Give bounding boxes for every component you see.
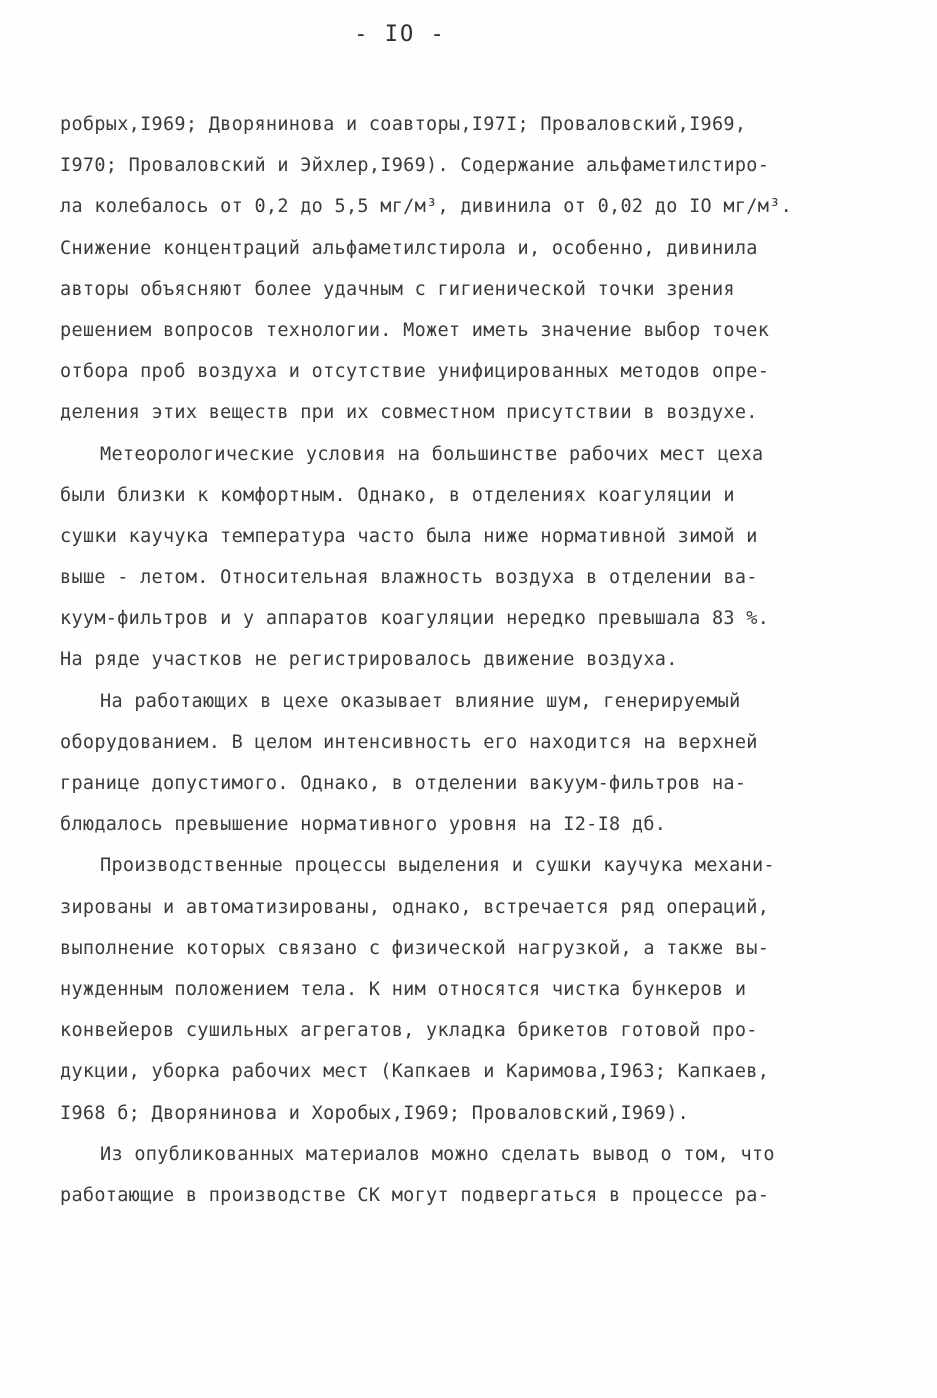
text-line: робрых,I969; Дворянинова и соавторы,I97I; Проваловский,I969, [60, 114, 747, 135]
text-line: На ряде участков не регистрировалось движение воздуха. [60, 649, 678, 671]
text-line: авторы объясняют более удачным с гигиенической точки зрения [60, 278, 735, 300]
text-line: I968 б; Дворянинова и Хоробых,I969; Проваловский,I969). [60, 1102, 690, 1124]
text-line: Метеорологические условия на большинстве рабочих мест цеха [100, 443, 764, 465]
text-line: решением вопросов технологии. Может иметь значение выбор точек [60, 319, 770, 341]
text-line: Снижение концентраций альфаметилстирола и, особенно, дивинила [60, 237, 758, 259]
text-line: Из опубликованных материалов можно сделать вывод о том, что [100, 1143, 775, 1165]
text-line: Производственные процессы выделения и сушки каучука механи- [100, 855, 775, 877]
text-line: дукции, уборка рабочих мест (Капкаев и Каримова,I963; Капкаев, [60, 1061, 770, 1083]
text-line: деления этих веществ при их совместном присутствии в воздухе. [60, 402, 758, 424]
page-number: - IO - [354, 22, 446, 47]
text-line: границе допустимого. Однако, в отделении вакуум-фильтров на- [60, 773, 747, 794]
text-line: зированы и автоматизированы, однако, встречается ряд операций, [60, 896, 770, 918]
text-line: блюдалось превышение нормативного уровня на I2-I8 дб. [60, 814, 667, 836]
text-line: отбора проб воздуха и отсутствие унифицированных методов опре- [60, 361, 770, 383]
text-line: I970; Проваловский и Эйхлер,I969). Содержание альфаметилстиро- [60, 155, 770, 177]
text-line: нужденным положением тела. К ним относятся чистка бункеров и [60, 978, 747, 1000]
text-line: оборудованием. В целом интенсивность его находится на верхней [60, 731, 758, 753]
text-line: ла колебалось от 0,2 до 5,5 мг/м³, дивинила от 0,02 до IO мг/м³. [60, 196, 793, 218]
text-line: работающие в производстве СК могут подвергаться в процессе ра- [60, 1184, 770, 1206]
body-text [60, 104, 880, 1216]
text-line: сушки каучука температура часто была ниже нормативной зимой и [60, 525, 758, 547]
text-line: были близки к комфортным. Однако, в отделениях коагуляции и [60, 484, 735, 506]
text-line: куум-фильтров и у аппаратов коагуляции нередко превышала 83 %. [60, 608, 770, 630]
text-line: конвейеров сушильных агрегатов, укладка брикетов готовой про- [60, 1020, 758, 1042]
text-line: На работающих в цехе оказывает влияние шум, генерируемый [100, 690, 741, 712]
text-line: выше - летом. Относительная влажность воздуха в отделении ва- [60, 567, 758, 589]
text-line: выполнение которых связано с физической нагрузкой, а также вы- [60, 937, 770, 959]
